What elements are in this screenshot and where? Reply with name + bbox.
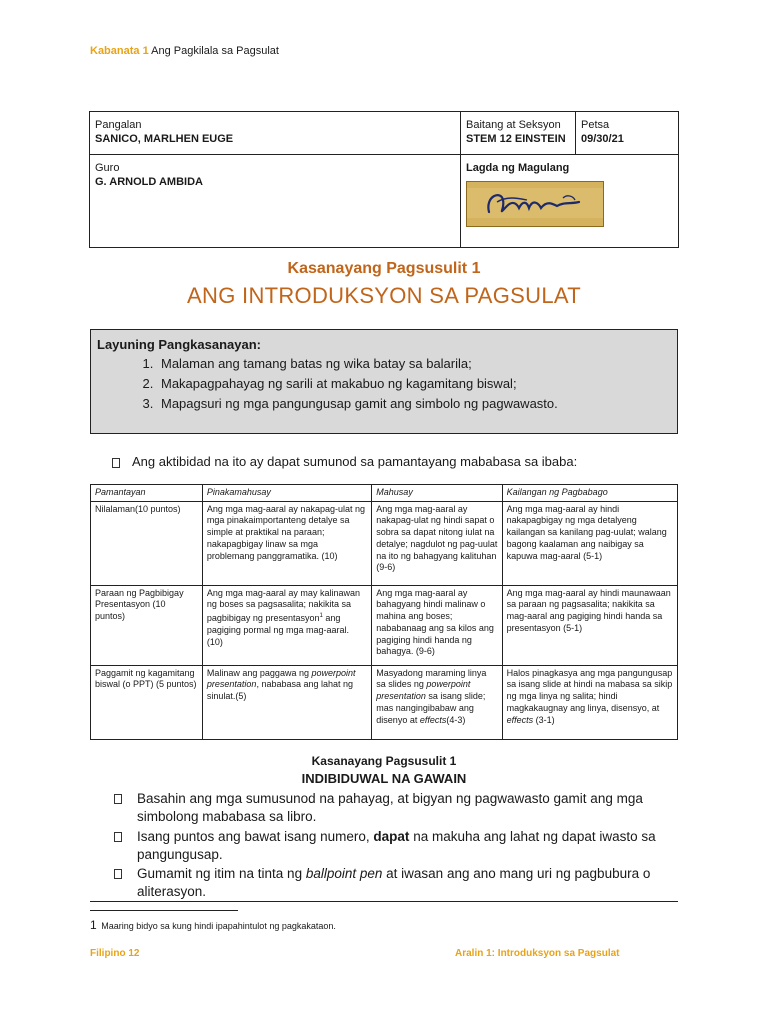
- rubric-row: [91, 585, 678, 665]
- rubric-needs-emphasis: effects: [506, 714, 534, 725]
- objectives-list: [141, 354, 558, 414]
- rubric-best: Ang mga mag-aaral ay nakapag-ulat ng mga pinakaimportanteng detalye sa simple at praktikal na paraan; nakapagbigay linaw sa mga problemang panggramatika. (10): [202, 501, 371, 585]
- checkbox-bullet-icon: [112, 458, 120, 468]
- signature-label: Lagda ng Magulang: [466, 162, 570, 174]
- rubric-good: Ang mga mag-aaral ay nakapag-ulat ng hindi sapat o sobra sa dapat nitong iulat na detalye; nagdulot ng pag-uulat na ito ng bahagyang kalituhan (9-6): [372, 501, 502, 585]
- instruction-text-end: na makuha ang lahat ng dapat iwasto sa pangungusap.: [137, 829, 656, 862]
- instruction-text: Basahin ang mga sumusunod na pahayag, at bigyan ng pagwawasto gamit ang mga simbolong mababasa sa libro.: [137, 791, 643, 824]
- footnote: [90, 918, 336, 932]
- grade-value: STEM 12 EINSTEIN: [466, 133, 566, 145]
- footnote-ref: 1: [319, 613, 323, 620]
- rubric-good: [372, 665, 502, 739]
- signature-scribble: [467, 182, 603, 226]
- rubric-header-row: [91, 485, 678, 502]
- rubric-needs-text: Halos pinagkasya ang mga pangungusap sa isang slide at hindi na mabasa sa sikip ng mga linya ng salita; hindi magkakaugnay ang linya, disensyo, at: [506, 667, 673, 713]
- grade-label: Baitang at Seksyon: [466, 119, 561, 131]
- rubric-best-emphasis: powerpoint presentation: [206, 667, 356, 690]
- instruction-text: [115, 828, 680, 864]
- rubric-good: Ang mga mag-aaral ay bahagyang hindi malinaw o mahina ang boses; nababanaag ang sa kilos ang pagiging hindi handa ng bahagya. (9-6): [372, 585, 502, 665]
- parent-signature-image: [466, 181, 604, 227]
- instruction-emphasis: ballpoint pen: [305, 866, 383, 881]
- rubric-criterion: Paggamit ng kagamitang biswal (o PPT) (5 puntos): [91, 665, 203, 739]
- chapter-number: Kabanata 1: [90, 45, 149, 57]
- objectives-box: [90, 329, 678, 434]
- rubric-header: Kailangan ng Pagbabago: [502, 485, 677, 502]
- instruction-item: [115, 828, 680, 864]
- chapter-title: Ang Pagkilala sa Pagsulat: [151, 45, 279, 57]
- rubric-table: [90, 484, 678, 740]
- footer-left: Filipino 12: [90, 948, 140, 959]
- footnote-text: Maaring bidyo sa kung hindi ipapahintulot ng pagkakataon.: [101, 921, 336, 931]
- objective-item: 1. Malaman ang tamang batas ng wika batay sa balarila;: [157, 354, 558, 374]
- rubric-row: [91, 501, 678, 585]
- rubric-intro: [112, 454, 577, 469]
- grade-cell: [461, 112, 576, 155]
- date-value: 09/30/21: [581, 133, 624, 145]
- checkbox-bullet-icon: [114, 832, 122, 842]
- rubric-needs: Ang mga mag-aaral ay hindi nakapagbigay ng mga detalyeng kailangan sa kanilang pag-uulat; walang bagong kaalaman ang naibigay sa kapuwa mag-aaral (5-1): [502, 501, 677, 585]
- footnote-separator: [90, 910, 238, 911]
- objectives-title: Layuning Pangkasanayan:: [97, 337, 261, 352]
- rubric-intro-text: Ang aktibidad na ito ay dapat sumunod sa pamantayang mababasa sa ibaba:: [132, 454, 578, 469]
- objective-item: 2. Makapagpahayag ng sarili at makabuo ng kagamitang biswal;: [157, 374, 558, 394]
- rubric-best-text-end: , nababasa ang lahat ng sinulat.(5): [206, 679, 354, 702]
- instruction-text-start: Gumamit ng itim na tinta ng: [137, 866, 306, 881]
- rubric-best: [202, 585, 371, 665]
- rubric-needs-text-end: (3-1): [533, 714, 555, 725]
- rubric-row: [91, 665, 678, 739]
- rubric-needs: Ang mga mag-aaral ay hindi maunawaan sa paraan ng pagsasalita; nakikita sa mag-aaral ang pagiging hindi handa sa presentasyon (5-1): [502, 585, 677, 665]
- footer-right: Aralin 1: Introduksyon sa Pagsulat: [455, 948, 620, 959]
- objective-item: 3. Mapagsuri ng mga pangungusap gamit ang simbolo ng pagwawasto.: [157, 394, 558, 414]
- rubric-best: [202, 665, 371, 739]
- rubric-best-text: Malinaw ang paggawa ng: [206, 667, 312, 678]
- rubric-header: Pinakamahusay: [202, 485, 371, 502]
- activity-subtitle: Kasanayang Pagsusulit 1: [287, 260, 481, 277]
- name-value: SANICO, MARLHEN EUGE: [95, 133, 234, 145]
- content-bottom-rule: [90, 901, 678, 902]
- name-cell: [90, 112, 461, 155]
- rubric-good-text-end: (4-3): [446, 714, 466, 725]
- instruction-text-start: Isang puntos ang bawat isang numero,: [137, 829, 374, 844]
- section-subtitle: INDIBIDUWAL NA GAWAIN: [301, 771, 467, 786]
- rubric-criterion: Nilalaman(10 puntos): [91, 501, 203, 585]
- instruction-item: [115, 790, 680, 826]
- rubric-header: Mahusay: [372, 485, 502, 502]
- rubric-best-text-end: ang pagiging pormal ng mga mag-aaral. (10): [206, 613, 349, 647]
- instruction-item: [115, 865, 680, 901]
- teacher-value: G. ARNOLD AMBIDA: [95, 176, 203, 188]
- rubric-good-text: Masyadong maraming linya sa slides ng: [376, 667, 487, 690]
- student-info-table: [89, 111, 679, 248]
- rubric-good-emphasis-2: effects: [419, 714, 447, 725]
- footnote-number: 1: [90, 918, 97, 932]
- rubric-best-text: Ang mga mag-aaral ay may kalinawan ng boses sa pagsasalita; nakikita sa pagbibigay ng presentasyon: [206, 587, 360, 624]
- rubric-good-text-mid: sa isang slide; mas nangingibabaw ang disenyo at: [376, 691, 486, 725]
- page-header: [90, 45, 279, 57]
- rubric-header: Pamantayan: [91, 485, 203, 502]
- checkbox-bullet-icon: [114, 794, 122, 804]
- rubric-good-emphasis: powerpoint presentation: [376, 679, 471, 702]
- instruction-bold: dapat: [373, 829, 410, 844]
- date-label: Petsa: [581, 119, 610, 131]
- signature-cell: [461, 155, 679, 248]
- teacher-cell: [90, 155, 461, 248]
- checkbox-bullet-icon: [114, 869, 122, 879]
- instruction-text: [115, 865, 680, 901]
- teacher-label: Guro: [95, 162, 120, 174]
- instruction-text-end: at iwasan ang ano mang uri ng pagbubura o aliterasyon.: [137, 866, 651, 899]
- section-title: Kasanayang Pagsusulit 1: [311, 754, 457, 768]
- name-label: Pangalan: [95, 119, 142, 131]
- rubric-needs: [502, 665, 677, 739]
- rubric-criterion: Paraan ng Pagbibigay Presentasyon (10 puntos): [91, 585, 203, 665]
- date-cell: [576, 112, 679, 155]
- activity-title: ANG INTRODUKSYON SA PAGSULAT: [187, 283, 581, 308]
